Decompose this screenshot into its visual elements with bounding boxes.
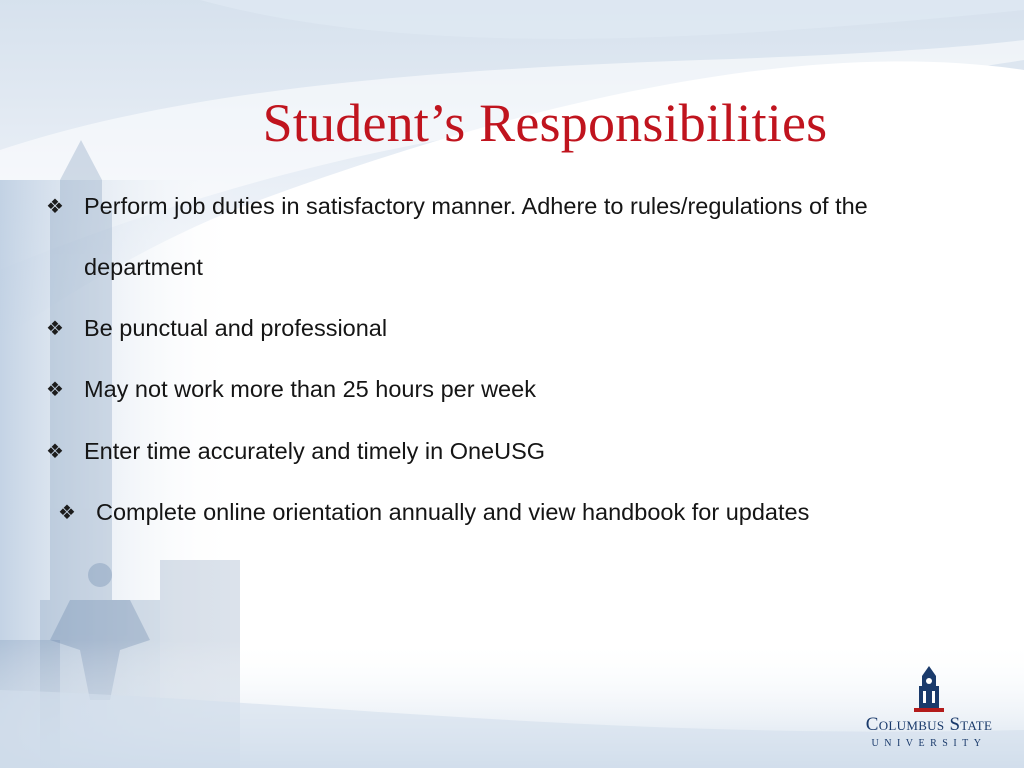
- bullet-text-continued: department: [84, 254, 203, 280]
- bullet-item: [46, 375, 996, 420]
- bullet-item: [46, 192, 996, 298]
- logo-wordmark: Columbus State: [865, 714, 993, 735]
- bullet-text: Be punctual and professional: [84, 315, 388, 341]
- bullet-item: [58, 498, 1008, 543]
- bullet-text: Enter time accurately and timely in OneUSG: [84, 438, 546, 464]
- diamond-bullet-icon: ❖: [46, 316, 64, 340]
- diamond-bullet-icon: ❖: [46, 194, 64, 218]
- bullet-text: Perform job duties in satisfactory manner. Adhere to rules/regulations of the: [84, 193, 868, 219]
- bullet-text: Complete online orientation annually and view handbook for updates: [96, 499, 810, 525]
- logo-subtitle: UNIVERSITY: [871, 738, 987, 749]
- bullet-text: May not work more than 25 hours per week: [84, 376, 536, 402]
- slide-title: Student’s Responsibilities: [262, 93, 828, 153]
- diamond-bullet-icon: ❖: [46, 377, 64, 401]
- clock-tower-icon: [914, 666, 944, 712]
- bullet-item: [46, 314, 996, 359]
- bullet-item: [46, 437, 996, 482]
- university-logo: [844, 662, 1014, 754]
- diamond-bullet-icon: ❖: [46, 439, 64, 463]
- diamond-bullet-icon: ❖: [58, 500, 76, 524]
